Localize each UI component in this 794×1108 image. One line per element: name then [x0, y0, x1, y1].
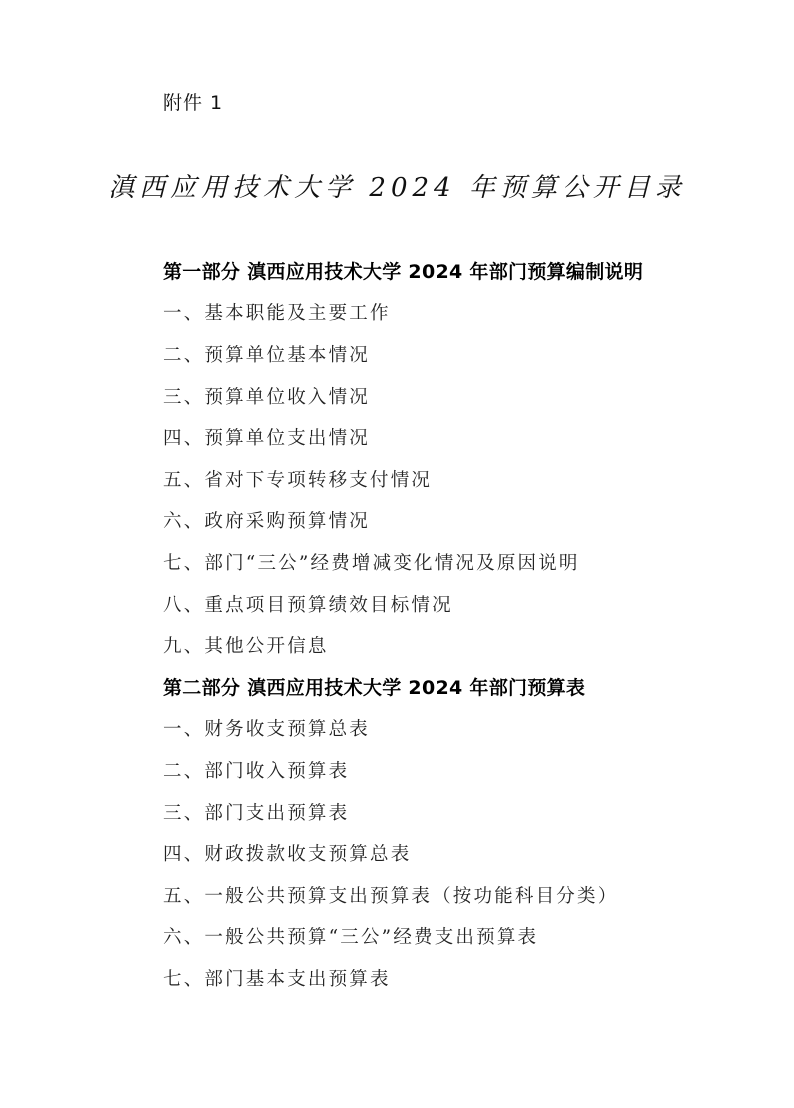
toc-item: 一、基本职能及主要工作	[163, 303, 391, 325]
toc-item: 八、重点项目预算绩效目标情况	[163, 594, 453, 616]
toc-item: 七、部门基本支出预算表	[163, 968, 391, 990]
toc-item: 三、预算单位收入情况	[163, 386, 371, 408]
toc-item: 二、预算单位基本情况	[163, 344, 371, 366]
attachment-label: 附件 1	[163, 92, 224, 114]
part1-heading: 第一部分 滇西应用技术大学 2024 年部门预算编制说明	[163, 261, 644, 284]
toc-item: 四、财政拨款收支预算总表	[163, 844, 412, 866]
toc-item: 一、财务收支预算总表	[163, 719, 371, 741]
toc-item: 七、部门“三公”经费增减变化情况及原因说明	[163, 552, 580, 574]
toc-item: 四、预算单位支出情况	[163, 428, 371, 450]
part2-heading: 第二部分 滇西应用技术大学 2024 年部门预算表	[163, 677, 586, 700]
table-of-contents	[163, 250, 763, 999]
toc-item: 九、其他公开信息	[163, 636, 329, 658]
toc-item: 六、政府采购预算情况	[163, 511, 371, 533]
toc-item: 二、部门收入预算表	[163, 760, 350, 782]
toc-item: 五、省对下专项转移支付情况	[163, 469, 433, 491]
document-title: 滇西应用技术大学 2024 年预算公开目录	[108, 173, 686, 203]
toc-item: 三、部门支出预算表	[163, 802, 350, 824]
toc-item: 六、一般公共预算“三公”经费支出预算表	[163, 927, 539, 949]
toc-item: 五、一般公共预算支出预算表（按功能科目分类）	[163, 885, 619, 907]
